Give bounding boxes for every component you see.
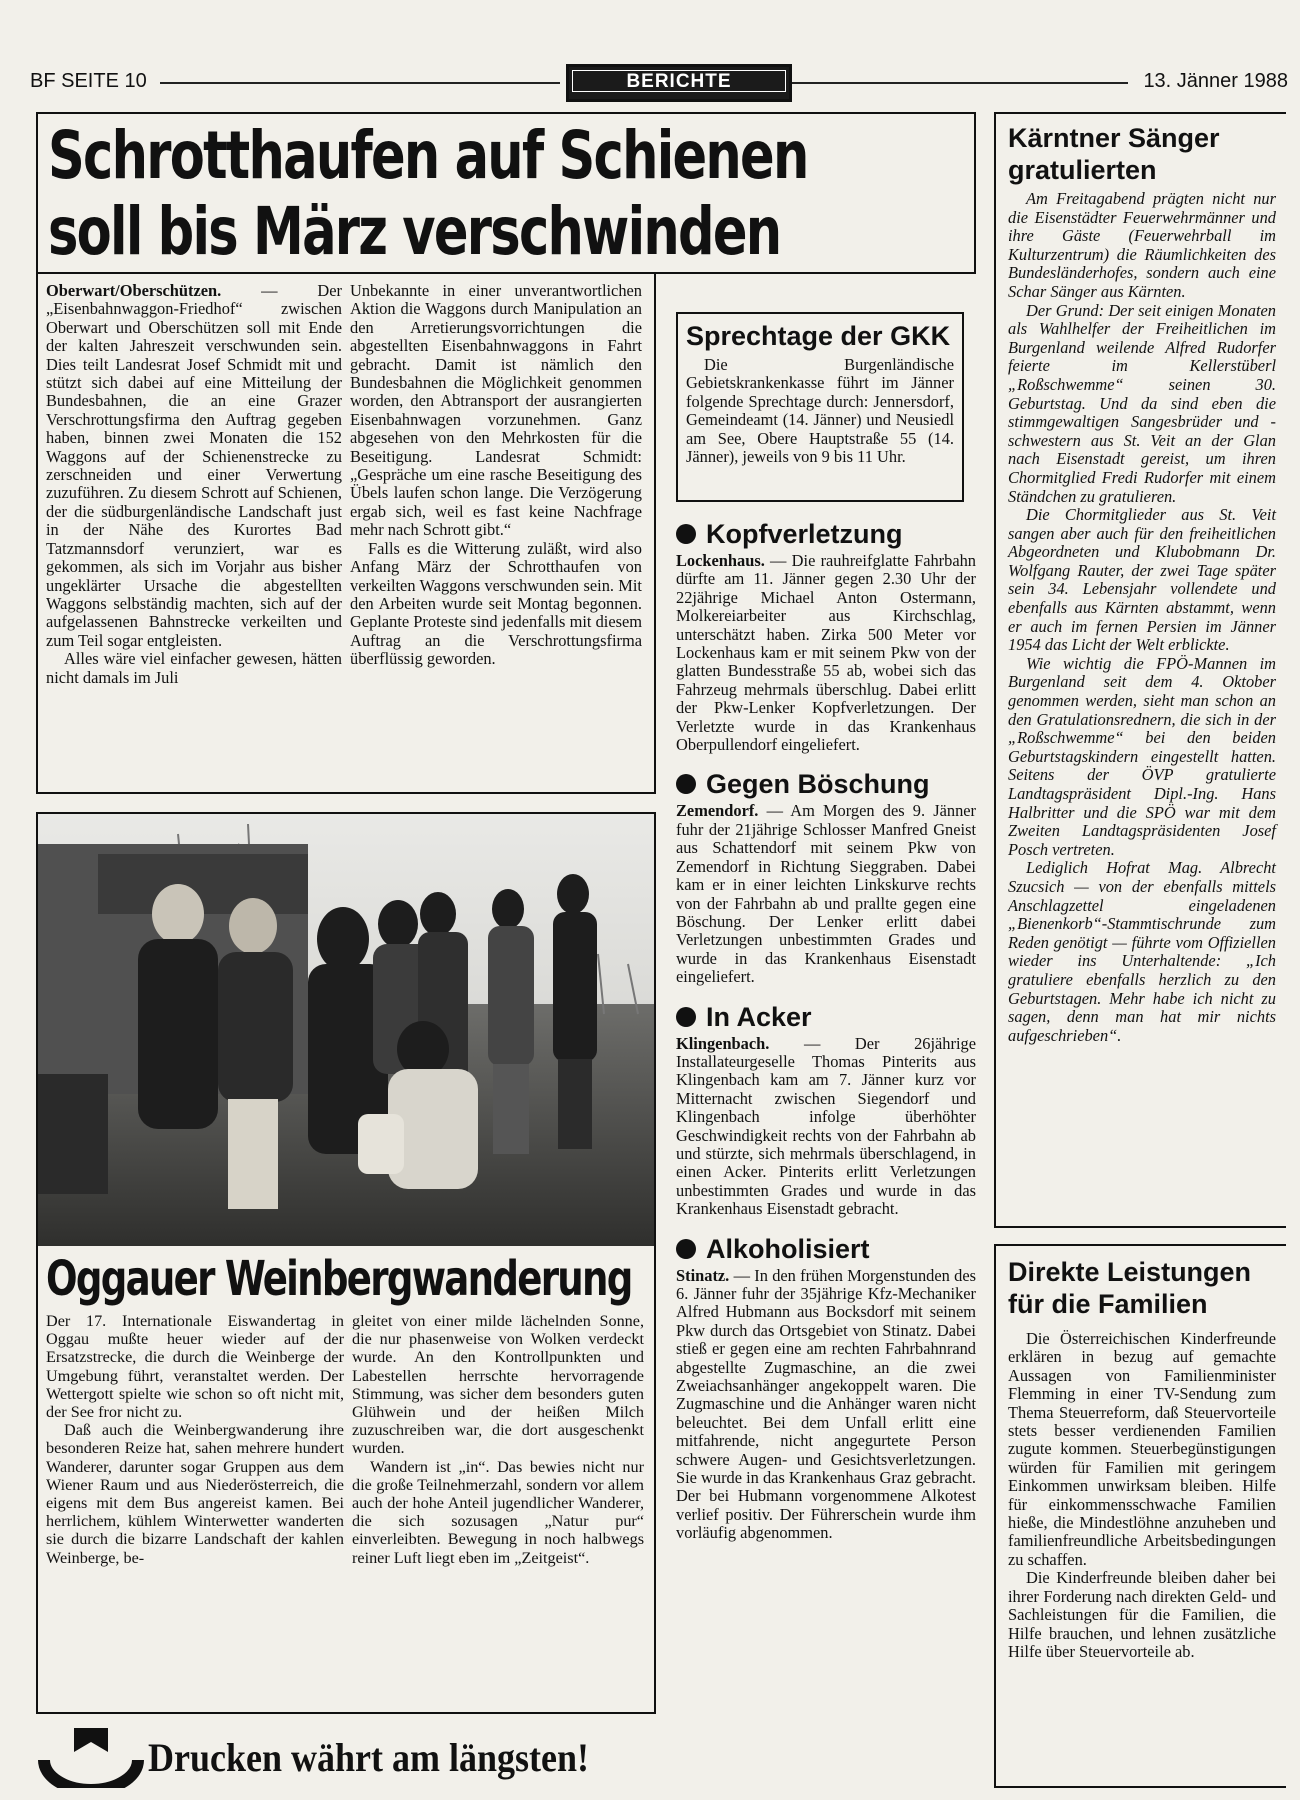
kaernten-title: Kärntner Sänger gratulierten: [1008, 123, 1220, 185]
gkk-title: Sprechtage der GKK: [686, 321, 951, 351]
familien-title: Direkte Leistungen für die Familien: [1008, 1257, 1252, 1319]
kaernten-box: [994, 112, 1286, 1228]
ad-slogan: Drucken währt am längsten!: [148, 1735, 589, 1780]
main-col2-p1: Unbekannte in einer unverantwortlichen Aktion die Waggons durch Manipulation an den Arretierungsvorrichtungen die abgestellten Eisenbahnwaggons in Fahrt gebracht. Damit ist nämlich den Bundesbahnen die Möglichkeit genommen worden, den Abtransport der ausrangierten Eisenbahnwagen vorzunehmen. Ganz abgesehen von den Mehrkosten für die Beseitigung. Landesrat Schmidt: „Gespräche um eine rasche Beseitigung des Übels laufen schon lange. Die Verzögerung ergab sich, weil es fast keine Nachfrage mehr nach Schrott gibt.“: [350, 281, 642, 540]
photo-wine-hikers: [38, 814, 654, 1246]
oggau-col-1: Der 17. Internationale Eiswandertag in Oggau mußte heuer wieder auf der Ersatzstrecke, die durch die Weinberge der Umgebung führt, veranstaltet werden. Der Wettergott spielte wie schon so oft nicht mit, der See fror nicht zu. Daß auch die Weinbergwanderung ihre besonderen Reize hat, sahen mehrere hundert Wanderer, darunter sogar Gruppen aus dem Wiener Raum und aus Niederösterreich, die eigens mit dem Bus angereist kamen. Bei herrlichem, kühlem Winterwetter wanderten sie durch die bizarre Landschaft der kahlen Weinberge, be-: [46, 1312, 344, 1567]
brief-body-3: Klingenbach. — Der 26jährige Installateurgeselle Thomas Pinterits aus Klingenbach kam am 7. Jänner kurz vor Mitternacht zwischen Siegendorf und Klingenbach infolge überhöhter Geschwindigkeit rechts von der Fahrbahn ab und stürzte, sich mehrmals überschlagend, in einen Acker. Pinterits erlitt Verletzungen unbestimmten Grades und wurde in das Krankenhaus Eisenstadt gebracht.: [676, 1033, 976, 1219]
issue-date: 13. Jänner 1988: [1143, 70, 1288, 92]
brief-title-1: Kopfverletzung: [676, 518, 976, 550]
bullet-dot-icon: [676, 524, 696, 544]
main-article-col-2: [350, 282, 642, 669]
brief-title-2: Gegen Böschung: [676, 768, 976, 800]
bullet-dot-icon: [676, 1007, 696, 1027]
bullet-dot-icon: [676, 1239, 696, 1259]
oggau-col-2: gleitet von einer milde lächelnden Sonne, die nur phasenweise von Wolken verdeckt wurde. An den Kontrollpunkten und Labestellen herrschte hervorragende Stimmung, was sicher dem besonders guten Glühwein und der heißen Milch zuzuschreiben war, die dort ausgeschenkt wurden. Wandern ist „in“. Das bewies nicht nur die große Teilnehmerzahl, sondern vor allem auch der hohe Anteil jugendlicher Wanderer, die sich sozusagen „Natur pur“ einverleibten. Bewegung in noch halbwegs reiner Luft liegt eben im „Zeitgeist“.: [352, 1312, 644, 1567]
oggau-headline: Oggauer Weinbergwanderung: [46, 1251, 632, 1307]
dateline: Oberwart/Oberschützen.: [46, 281, 222, 300]
gkk-box: [676, 312, 964, 502]
gkk-text: Die Burgenländische Gebietskrankenkasse führt im Jänner folgende Sprechtage durch: Jennersdorf, Gemeindeamt (14. Jänner) und Neusiedl am See, Obere Hauptstraße 55 (14. Jänner), jeweils von 9 bis 11 Uhr.: [686, 355, 954, 467]
section-label: BERICHTE: [572, 70, 786, 92]
bullet-dot-icon: [676, 774, 696, 794]
main-col2-p2: Falls es die Witterung zuläßt, wird also Anfang März der Schrotthaufen von verkeilten Waggons verschwunden sein. Mit den Arbeiten wurde seit Montag begonnen. Geplante Proteste sind jedenfalls mit diesem Auftrag an die Verschrottungsfirma überflüssig geworden.: [350, 538, 642, 669]
header-rule-left: [160, 82, 560, 84]
brief-body-4: Stinatz. — In den frühen Morgenstunden des 6. Jänner fuhr der 35jährige Kfz-Mechaniker Alfred Hubmann aus Bocksdorf mit seinem Pkw durch das Ortsgebiet von Stinatz. Dabei stieß er gegen eine am rechten Fahrbahnrand abgestellte Zugmaschine, an die zwei Zweiachsanhänger angekoppelt waren. Die Zugmaschine und die Anhänger waren nicht beleuchtet. Bei dem Unfall erlitt eine mitfahrende, nicht angegurtete Person schwere Augen- und Gesichtsverletzungen. Sie wurde in das Krankenhaus Graz gebracht. Der bei Hubmann vorgenommene Alkotest verlief positiv. Der Führerschein wurde ihm vorläufig abgenommen.: [676, 1265, 976, 1543]
familien-box: [994, 1244, 1286, 1788]
briefs-column: [676, 518, 976, 1543]
main-article-col-1: [46, 282, 342, 687]
photo-illustration: [38, 814, 654, 1246]
main-col1-text: — Der „Eisenbahnwaggon-Friedhof“ zwischen Oberwart und Oberschützen soll mit Ende der kalten Jahreszeit verschwunden sein. Dies teilt Landesrat Josef Schmidt mit und stützt sich dabei auf eine Mitteilung der Bundesbahnen, die an eine Grazer Verschrottungsfirma den Auftrag gegeben haben, binnen zwei Monaten die 152 Waggons auf der Schienenstrecke zu zerschneiden und einer Verwertung zuzuführen. Zu diesem Schrott auf Schienen, der die südburgenländische Landschaft just in der Nähe des Kurortes Bad Tatzmannsdorf verunziert, war es gekommen, als sich im Vorjahr aus bisher ungeklärter Ursache die abgestellten Waggons selbständig machten, sich auf der aufgelassenen Bahnstrecke verkeilten und zum Teil sogar entgleisten.: [46, 281, 342, 650]
header-rule-right: [792, 82, 1128, 84]
brief-body-1: Lockenhaus. — Die rauhreifglatte Fahrbahn dürfte am 11. Jänner gegen 2.30 Uhr der 22jährige Michael Anton Ostermann, Molkereiarbeiter aus Kirchschlag, unterschätzt haben. Zirka 500 Meter vor Lockenhaus kam er mit seinem Pkw von der glatten Bundesstraße 55 ab, wobei sich das Fahrzeug mehrmals überschlug. Dabei erlitt der Pkw-Lenker Kopfverletzungen. Der Verletzte wurde in das Krankenhaus Oberpullendorf eingeliefert.: [676, 551, 976, 755]
section-tag: [566, 64, 792, 102]
page-number: BF SEITE 10: [30, 70, 147, 92]
gkk-body: [686, 356, 954, 466]
brief-body-2: Zemendorf. — Am Morgen des 9. Jänner fuhr der 21jährige Schlosser Manfred Gneist aus Schattendorf mit seinem Pkw von Zemendorf in Richtung Sieggraben. Dabei kam er in einer leichten Linkskurve rechts von der Fahrbahn ab und prallte gegen eine Böschung. Der Lenker erlitt dabei Verletzungen unbestimmten Grades und wurde in das Krankenhaus Eisenstadt eingeliefert.: [676, 801, 976, 987]
main-headline-box: [36, 112, 976, 274]
main-headline-line-1: Schrotthaufen auf Schienen: [48, 117, 808, 194]
printer-logo-icon: [36, 1724, 146, 1788]
main-col1-p2: Alles wäre viel einfacher gewesen, hätten nicht damals im Juli: [46, 649, 342, 687]
familien-body: Die Österreichischen Kinderfreunde erklären in bezug auf gemachte Aussagen von Familienminister Flemming in einer TV-Sendung zum Thema Steuerreform, daß Steuervorteile stets besser verdienenden Familien zugute kommen. Steuerbegünstigungen würden für Familien mit geringem Einkommen unwirksam bleiben. Hilfe für einkommensschwache Familien hieße, die Mindestlöhne anzuheben und familienfreundliche Arbeitsbedingungen zu schaffen. Die Kinderfreunde bleiben daher bei ihrer Forderung nach direkten Geld- und Sachleistungen für die Familien, die Hilfe brauchen, und lehnen zusätzliche Hilfe über Steuervorteile ab.: [1008, 1329, 1276, 1661]
kaernten-body: Am Freitagabend prägten nicht nur die Eisenstädter Feuerwehrmänner und ihre Gäste (Feuerwehrball im Kulturzentrum) die Räumlichkeiten des Bundesländerhofes, sondern auch eine Schar Sänger aus Kärnten. Der Grund: Der seit einigen Monaten als Wahlhelfer der Freiheitlichen im Burgenland weilende Alfred Rudorfer feierte im Kellerstüberl „Roßschwemme“ seinen 30. Geburtstag. Und da sind eben die stimmgewaltigen Sangesbrüder und -schwestern aus St. Veit an der Glan nach Eisenstadt gereist, um ihren Chormitglied Fredi Rudorfer mit einem Ständchen zu gratulieren. Die Chormitglieder aus St. Veit sangen aber auch für den freiheitlichen Abgeordneten und Klubobmann Dr. Wolfgang Rauter, der zwei Tage später sein 34. Lebensjahr vollendete und ebenfalls aus Kärnten abstammt, wenn er auch im fernen Persien im Jänner 1954 das Licht der Welt erblickte. Wie wichtig die FPÖ-Mannen im Burgenland seit dem 4. Oktober genommen werden, sieht man schon an den Gratulationsrednern, die sich in der „Roßschwemme“ bei den beiden Geburtstagskindern eingestellt hatten. Seitens der ÖVP gratulierte Landtagspräsident Dipl.-Ing. Hans Halbritter und die SPÖ war mit dem Zweiten Landtagspräsidenten Josef Posch vertreten. Lediglich Hofrat Mag. Albrecht Szucsich — von der ebenfalls mittels Anschlagzettel eingeladenen „Bienenkorb“-Stammtischrunde zum Reden genötigt — führte vom Offiziellen wieder ins Unterhaltende: „Ich gratuliere ebenfalls herzlich zu den Geburtstagen. Mehr habe ich nicht zu sagen, denn man hat mir nichts aufgeschrieben“.: [1008, 189, 1276, 1045]
main-headline-line-2: soll bis März verschwinden: [48, 193, 781, 270]
brief-title-4: Alkoholisiert: [676, 1233, 976, 1265]
brief-title-3: In Acker: [676, 1001, 976, 1033]
